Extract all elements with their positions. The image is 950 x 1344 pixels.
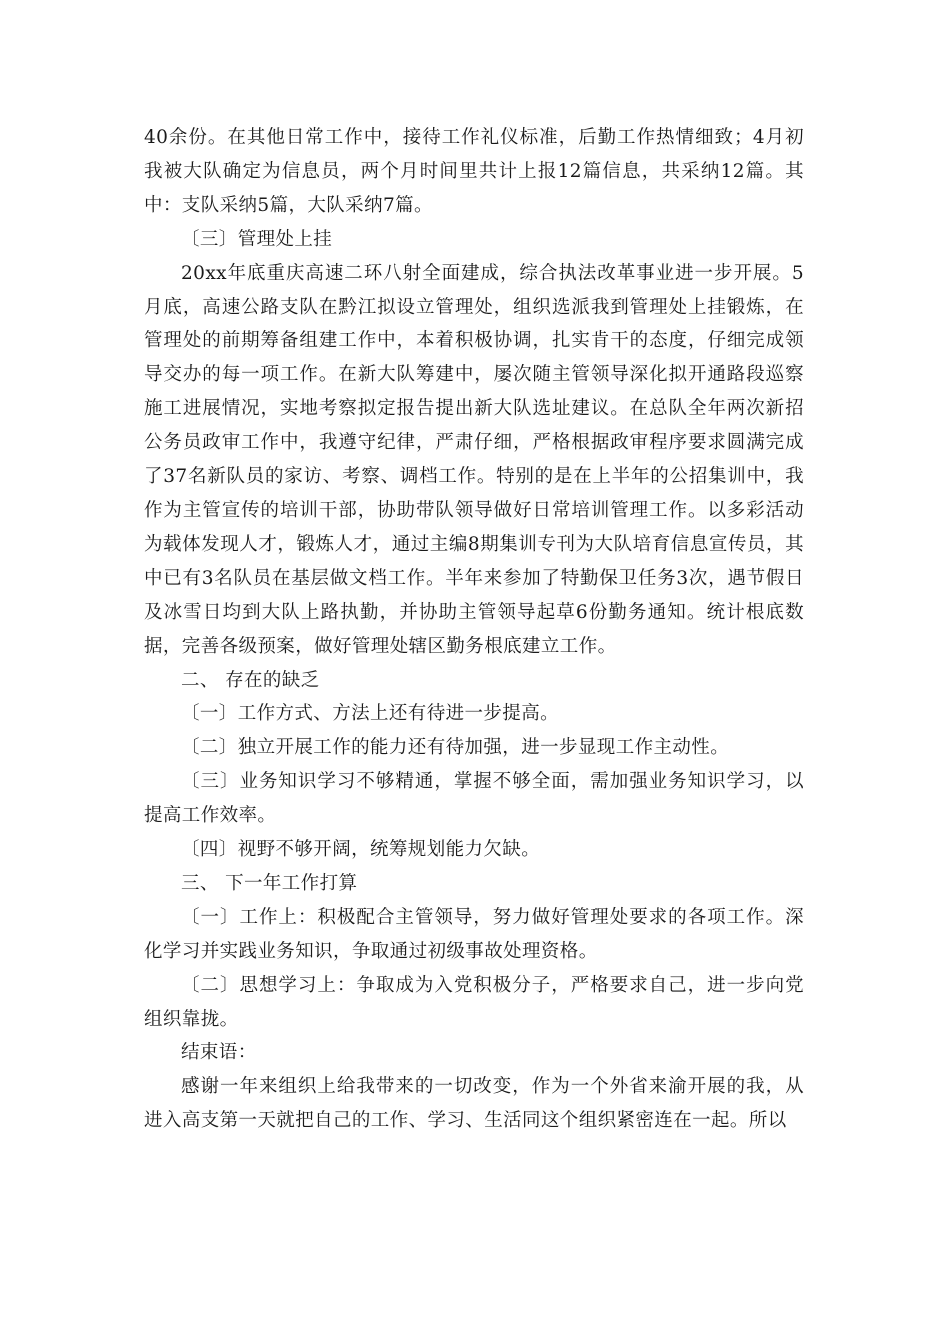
paragraph-conclusion: 感谢一年来组织上给我带来的一切改变，作为一个外省来渝开展的我，从进入高支第一天就把自己的工作、学习、生活同这个组织紧密连在一起。所以	[144, 1076, 804, 1132]
shortcoming-item-1: 〔一〕工作方式、方法上还有待进一步提高。	[181, 703, 560, 725]
plan-item-1: 〔一〕工作上：积极配合主管领导，努力做好管理处要求的各项工作。深化学习并实践业务知识，争取通过初级事故处理资格。	[144, 906, 804, 962]
document-body	[144, 121, 804, 1138]
shortcoming-item-4: 〔四〕视野不够开阔，统筹规划能力欠缺。	[181, 839, 541, 861]
heading-shortcomings: 二、 存在的缺乏	[181, 669, 320, 691]
heading-conclusion: 结束语：	[181, 1042, 257, 1064]
paragraph-intro-continuation: 40余份。在其他日常工作中，接待工作礼仪标准，后勤工作热情细致；4月初我被大队确定为信息员，两个月时间里共计上报12篇信息，共采纳12篇。其中：支队采纳5篇，大队采纳7篇。	[144, 127, 804, 216]
shortcoming-item-2: 〔二〕独立开展工作的能力还有待加强，进一步显现工作主动性。	[181, 737, 730, 759]
heading-next-year-plan: 三、 下一年工作打算	[181, 872, 358, 894]
heading-management-office: 〔三〕管理处上挂	[181, 228, 333, 250]
plan-item-2: 〔二〕思想学习上：争取成为入党积极分子，严格要求自己，进一步向党组织靠拢。	[144, 974, 804, 1030]
paragraph-management-office: 20xx年底重庆高速二环八射全面建成，综合执法改革事业进一步开展。5月底，高速公路支队在黔江拟设立管理处，组织选派我到管理处上挂锻炼，在管理处的前期筹备组建工作中，本着积极协调，扎实肯干的态度，仔细完成领导交办的每一项工作。在新大队筹建中，屡次随主管领导深化拟开通路段巡察施工进展情况，实地考察拟定报告提出新大队选址建议。在总队全年两次新招公务员政审工作中，我遵守纪律，严肃仔细，严格根据政审程序要求圆满完成了37名新队员的家访、考察、调档工作。特别的是在上半年的公招集训中，我作为主管宣传的培训干部，协助带队领导做好日常培训管理工作。以多彩活动为载体发现人才，锻炼人才，通过主编8期集训专刊为大队培育信息宣传员，其中已有3名队员在基层做文档工作。半年来参加了特勤保卫任务3次，遇节假日及冰雪日均到大队上路执勤，并协助主管领导起草6份勤务通知。统计根底数据，完善各级预案，做好管理处辖区勤务根底建立工作。	[144, 262, 804, 657]
shortcoming-item-3: 〔三〕业务知识学习不够精通，掌握不够全面，需加强业务知识学习，以提高工作效率。	[144, 771, 804, 827]
